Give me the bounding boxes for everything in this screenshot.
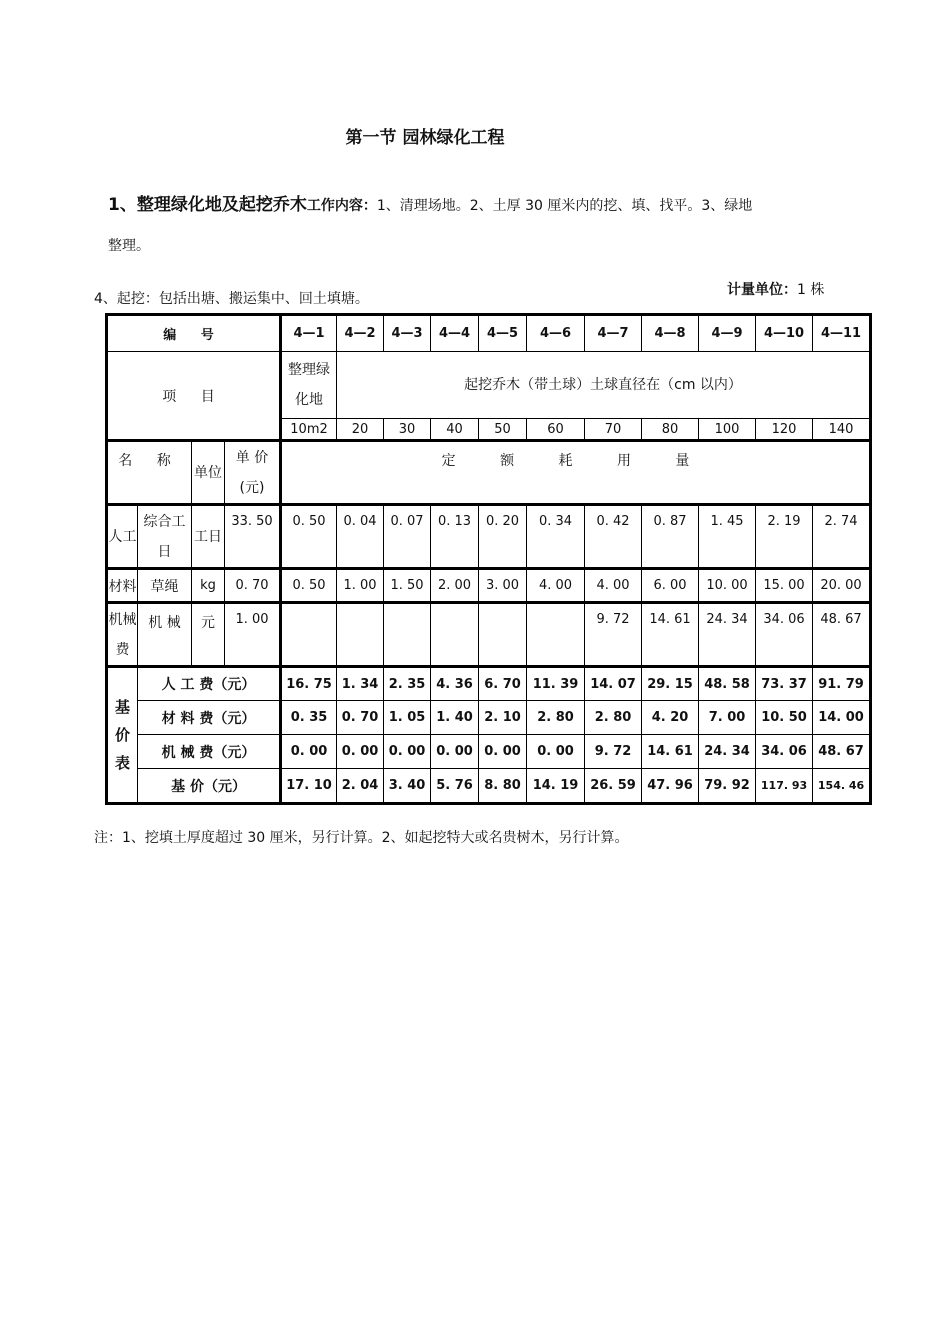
base-labor-row xyxy=(108,667,870,701)
size-cell: 100 xyxy=(699,419,756,441)
unit-cell: 工日 xyxy=(192,505,225,569)
base-value: 9. 72 xyxy=(585,735,642,769)
value-cell: 2. 19 xyxy=(756,505,813,569)
name-cell: 草绳 xyxy=(138,569,192,603)
size-cell: 10m2 xyxy=(281,419,337,441)
value-cell: 0. 07 xyxy=(384,505,431,569)
base-value: 0. 00 xyxy=(281,735,337,769)
code-cell: 4—3 xyxy=(384,316,431,352)
base-material-row xyxy=(108,701,870,735)
footnote: 注：1、挖填土厚度超过 30 厘米，另行计算。2、如起挖特大或名贵树木，另行计算。 xyxy=(94,830,629,846)
base-value: 0. 00 xyxy=(431,735,479,769)
unit-header: 单位 xyxy=(192,441,225,505)
value-cell: 34. 06 xyxy=(756,603,813,667)
base-price-row xyxy=(108,769,870,803)
size-cell: 20 xyxy=(337,419,384,441)
base-value: 0. 35 xyxy=(281,701,337,735)
value-cell: 24. 34 xyxy=(699,603,756,667)
unit-cell: kg xyxy=(192,569,225,603)
base-value: 117. 93 xyxy=(756,769,813,803)
content-text: 1、清理场地。2、土厚 30 厘米内的挖、填、找平。3、绿地 xyxy=(376,198,753,214)
category-cell: 材料 xyxy=(108,569,138,603)
size-cell: 40 xyxy=(431,419,479,441)
base-row-label: 机 械 费（元） xyxy=(138,735,281,769)
value-cell: 20. 00 xyxy=(813,569,870,603)
value-cell: 2. 00 xyxy=(431,569,479,603)
value-cell xyxy=(384,603,431,667)
item-rest: 起挖乔木（带土球）土球直径在（cm 以内） xyxy=(337,352,870,419)
value-cell: 0. 50 xyxy=(281,505,337,569)
base-value: 0. 00 xyxy=(337,735,384,769)
unit-label: 计量单位： xyxy=(727,282,797,298)
value-cell: 0. 87 xyxy=(642,505,699,569)
base-value: 0. 00 xyxy=(384,735,431,769)
base-machine-row xyxy=(108,735,870,769)
size-cell: 70 xyxy=(585,419,642,441)
base-value: 10. 50 xyxy=(756,701,813,735)
base-value: 5. 76 xyxy=(431,769,479,803)
content-dig: 4、起挖：包括出塘、搬运集中、回土填塘。 xyxy=(94,291,369,307)
base-value: 2. 80 xyxy=(585,701,642,735)
base-value: 48. 58 xyxy=(699,667,756,701)
value-cell: 10. 00 xyxy=(699,569,756,603)
value-cell: 14. 61 xyxy=(642,603,699,667)
base-value: 16. 75 xyxy=(281,667,337,701)
code-cell: 4—10 xyxy=(756,316,813,352)
base-value: 11. 39 xyxy=(527,667,585,701)
size-cell: 30 xyxy=(384,419,431,441)
base-value: 6. 70 xyxy=(479,667,527,701)
labor-row xyxy=(108,505,870,569)
size-cell: 60 xyxy=(527,419,585,441)
machine-row xyxy=(108,603,870,667)
base-value: 14. 19 xyxy=(527,769,585,803)
price-header: 单 价(元) xyxy=(225,441,281,505)
base-value: 1. 40 xyxy=(431,701,479,735)
item-label: 项 目 xyxy=(108,352,281,441)
value-cell xyxy=(527,603,585,667)
base-value: 79. 92 xyxy=(699,769,756,803)
item-row xyxy=(108,352,870,419)
size-cell: 50 xyxy=(479,419,527,441)
code-header: 编 号 xyxy=(108,316,281,352)
base-value: 4. 20 xyxy=(642,701,699,735)
name-cell: 综合工日 xyxy=(138,505,192,569)
value-cell: 15. 00 xyxy=(756,569,813,603)
code-cell: 4—2 xyxy=(337,316,384,352)
base-value: 2. 35 xyxy=(384,667,431,701)
base-row-label: 基 价（元） xyxy=(138,769,281,803)
code-cell: 4—4 xyxy=(431,316,479,352)
base-value: 0. 00 xyxy=(479,735,527,769)
material-row xyxy=(108,569,870,603)
category-cell: 机械费 xyxy=(108,603,138,667)
base-value: 14. 61 xyxy=(642,735,699,769)
value-cell: 1. 50 xyxy=(384,569,431,603)
base-value: 29. 15 xyxy=(642,667,699,701)
value-cell: 4. 00 xyxy=(585,569,642,603)
value-cell: 1. 45 xyxy=(699,505,756,569)
code-cell: 4—11 xyxy=(813,316,870,352)
value-cell: 0. 20 xyxy=(479,505,527,569)
size-cell: 80 xyxy=(642,419,699,441)
base-value: 73. 37 xyxy=(756,667,813,701)
name-header-row xyxy=(108,441,870,505)
code-cell: 4—7 xyxy=(585,316,642,352)
quota-table xyxy=(107,315,870,803)
base-value: 154. 46 xyxy=(813,769,870,803)
value-cell: 48. 67 xyxy=(813,603,870,667)
base-value: 8. 80 xyxy=(479,769,527,803)
unit-value: 1 株 xyxy=(797,282,825,298)
item-first: 整理绿化地 xyxy=(281,352,337,419)
code-cell: 4—1 xyxy=(281,316,337,352)
value-cell: 2. 74 xyxy=(813,505,870,569)
name-cell: 机 械 xyxy=(138,603,192,667)
base-value: 4. 36 xyxy=(431,667,479,701)
quota-label: 定 额 耗 用 量 xyxy=(281,441,870,505)
value-cell xyxy=(281,603,337,667)
value-cell: 1. 00 xyxy=(337,569,384,603)
base-value: 26. 59 xyxy=(585,769,642,803)
section-heading xyxy=(108,190,752,215)
value-cell: 9. 72 xyxy=(585,603,642,667)
base-value: 3. 40 xyxy=(384,769,431,803)
base-value: 2. 10 xyxy=(479,701,527,735)
size-cell: 120 xyxy=(756,419,813,441)
value-cell xyxy=(431,603,479,667)
base-value: 1. 34 xyxy=(337,667,384,701)
unit-cell: 元 xyxy=(192,603,225,667)
base-value: 24. 34 xyxy=(699,735,756,769)
code-cell: 4—6 xyxy=(527,316,585,352)
price-cell: 0. 70 xyxy=(225,569,281,603)
unit-of-measure xyxy=(727,279,824,299)
base-value: 14. 00 xyxy=(813,701,870,735)
base-value: 2. 80 xyxy=(527,701,585,735)
base-value: 0. 70 xyxy=(337,701,384,735)
base-row-label: 材 料 费（元） xyxy=(138,701,281,735)
code-cell: 4—8 xyxy=(642,316,699,352)
base-value: 14. 07 xyxy=(585,667,642,701)
base-value: 91. 79 xyxy=(813,667,870,701)
value-cell: 0. 34 xyxy=(527,505,585,569)
price-cell: 1. 00 xyxy=(225,603,281,667)
base-value: 17. 10 xyxy=(281,769,337,803)
price-cell: 33. 50 xyxy=(225,505,281,569)
category-cell: 人工 xyxy=(108,505,138,569)
value-cell xyxy=(337,603,384,667)
base-value: 34. 06 xyxy=(756,735,813,769)
base-value: 47. 96 xyxy=(642,769,699,803)
value-cell: 6. 00 xyxy=(642,569,699,603)
size-cell: 140 xyxy=(813,419,870,441)
code-cell: 4—9 xyxy=(699,316,756,352)
content-label: 工作内容： xyxy=(306,198,377,214)
value-cell: 0. 50 xyxy=(281,569,337,603)
content-continuation: 整理。 xyxy=(108,238,150,254)
base-value: 1. 05 xyxy=(384,701,431,735)
code-cell: 4—5 xyxy=(479,316,527,352)
page-title: 第一节 园林绿化工程 xyxy=(345,128,505,148)
heading-number: 1、整理绿化地及起挖乔木 xyxy=(108,195,307,215)
base-row-label: 人 工 费（元） xyxy=(138,667,281,701)
value-cell: 3. 00 xyxy=(479,569,527,603)
value-cell xyxy=(479,603,527,667)
name-label: 名 称 xyxy=(108,441,192,505)
base-label: 基价表 xyxy=(108,667,138,803)
base-value: 0. 00 xyxy=(527,735,585,769)
base-value: 7. 00 xyxy=(699,701,756,735)
base-value: 48. 67 xyxy=(813,735,870,769)
value-cell: 0. 13 xyxy=(431,505,479,569)
code-row xyxy=(108,316,870,352)
value-cell: 4. 00 xyxy=(527,569,585,603)
base-value: 2. 04 xyxy=(337,769,384,803)
value-cell: 0. 42 xyxy=(585,505,642,569)
value-cell: 0. 04 xyxy=(337,505,384,569)
